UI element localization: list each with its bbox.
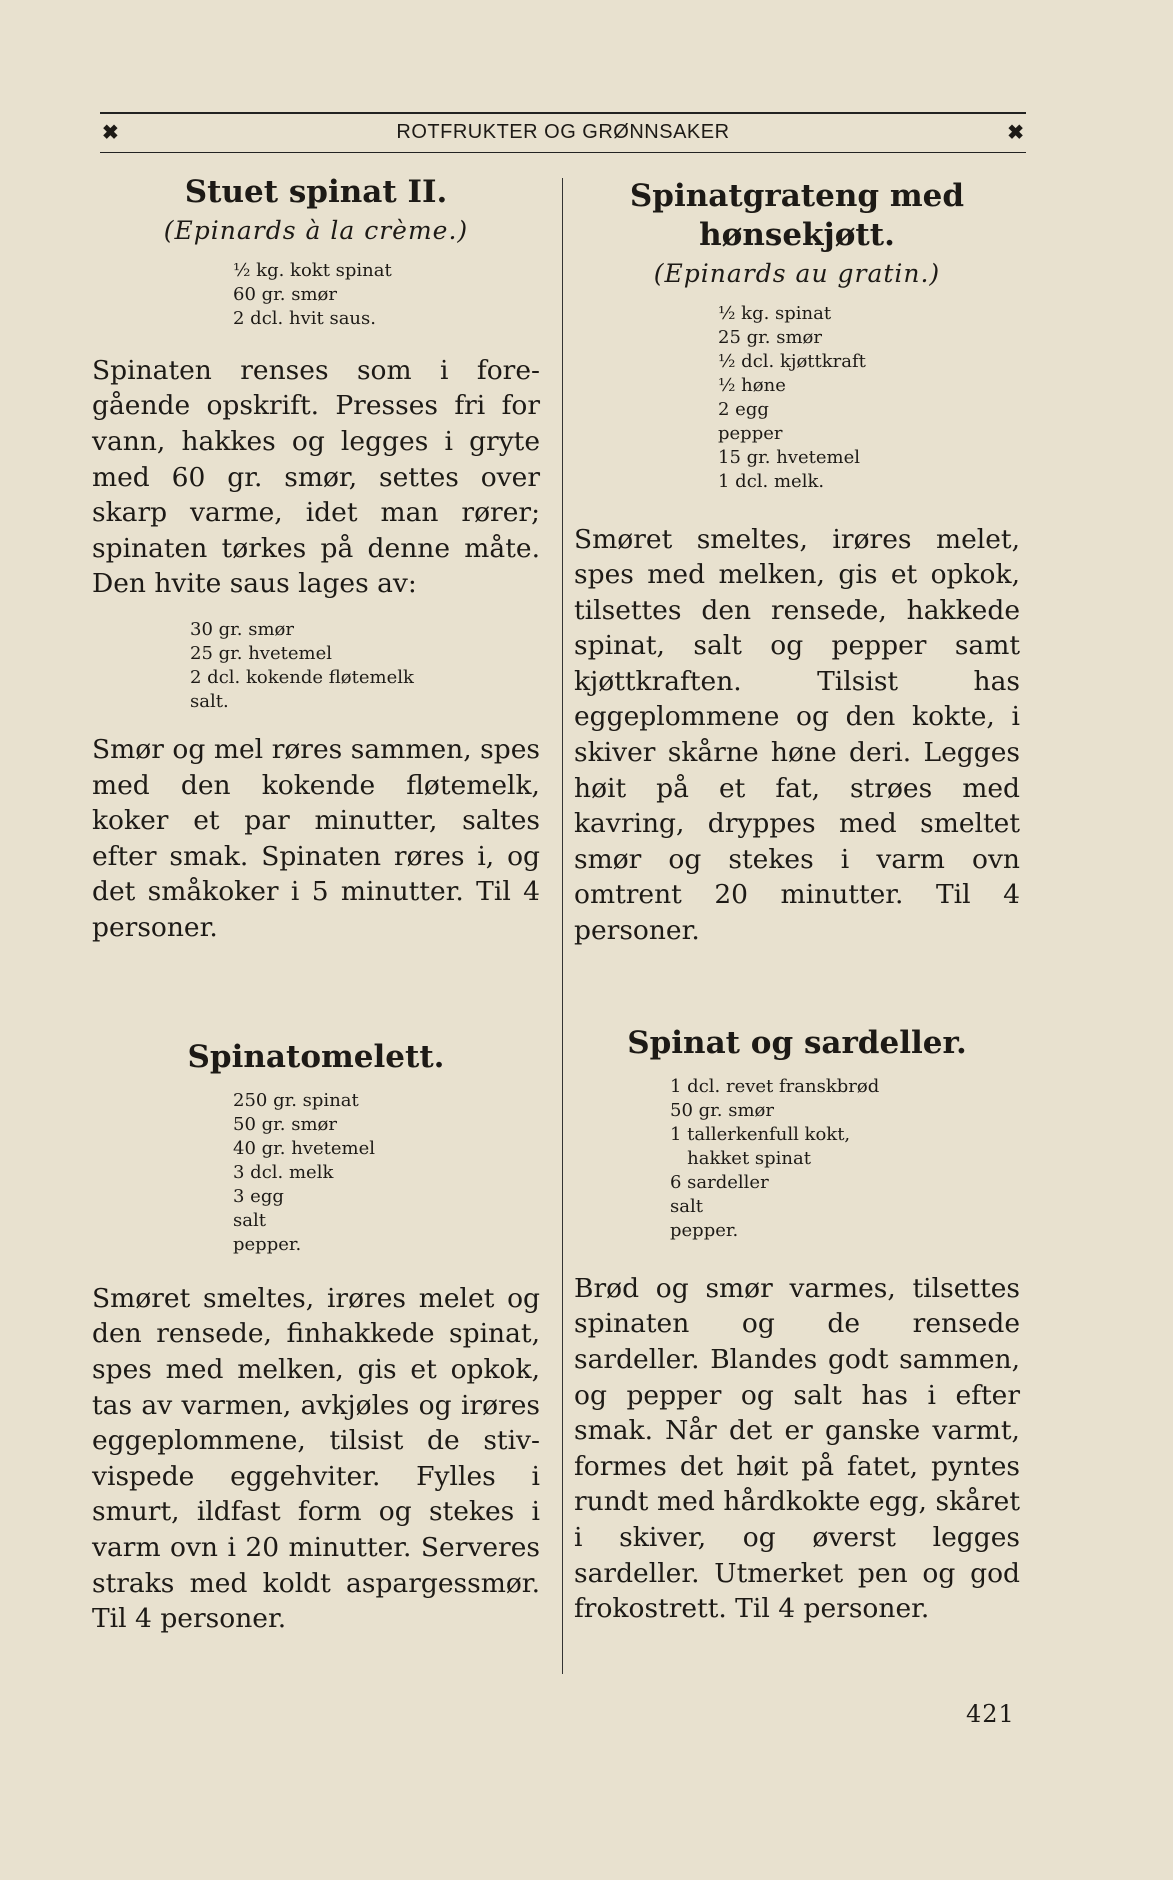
ingredient-item: 60 gr. smør (233, 283, 337, 305)
recipe-title-line: Spinatgrateng med (629, 178, 965, 214)
ingredient-item: ½ kg. kokt spinat (233, 259, 392, 281)
ingredient-item: 15 gr. hvetemel (718, 446, 860, 468)
ingredient-item: salt. (190, 690, 229, 712)
ingredient-item: pepper. (233, 1233, 302, 1255)
ingredient-item: 50 gr. smør (233, 1113, 337, 1135)
recipe-subtitle: (Epinards à la crème.) (163, 215, 469, 245)
ingredient-item: 40 gr. hvetemel (233, 1137, 375, 1159)
sauce-ingredient-list (190, 618, 540, 714)
ingredient-item: 2 dcl. hvit saus. (233, 307, 376, 329)
ingredient-item: 1 dcl. melk. (718, 470, 825, 492)
ingredient-item: 2 dcl. kokende fløtemelk (190, 666, 414, 688)
ingredient-list (233, 1089, 540, 1257)
ingredient-item: 1 tallerkenfull kokt, (670, 1123, 851, 1145)
ingredient-item: ½ dcl. kjøttkraft (718, 350, 866, 372)
recipe-method: Spinaten renses som i foregående opskrift. Presses fri for vann, hakkes og legges i gryte med 60 gr. smør, settes over skarp varme, idet man rører; spinaten tørkes på denne måte. Den hvite saus lages av: (92, 354, 540, 600)
ingredient-item: 2 egg (718, 398, 769, 420)
ingredient-item: 3 dcl. melk (233, 1161, 334, 1183)
page-number: 421 (966, 1700, 1015, 1728)
recipe-method: Smør og mel røres sammen, spes med den kokende fløtemelk, koker et par minutter, saltes efter smak. Spinaten røres i, og det småkoker i 5 minutter. Til 4 personer. (92, 733, 540, 943)
ingredient-item: 50 gr. smør (670, 1099, 774, 1121)
recipe-stuet-spinat (92, 173, 540, 945)
recipe-spinatgrateng (574, 177, 1020, 949)
ornament-left-icon: ✖ (102, 120, 119, 144)
recipe-spinatomelett (92, 1038, 540, 1637)
recipe-spinat-sardeller (574, 1024, 1020, 1627)
ingredient-item: hakket spinat (670, 1147, 811, 1169)
ingredient-item: salt (670, 1195, 703, 1217)
running-header-title: ROTFRUKTER OG GRØNNSAKER (396, 121, 730, 143)
ingredient-item: 3 egg (233, 1185, 284, 1207)
running-header (100, 112, 1026, 153)
ingredient-list (670, 1075, 1020, 1243)
ingredient-item: 1 dcl. revet franskbrød (670, 1075, 880, 1097)
recipe-title: Spinatomelett. (187, 1039, 445, 1075)
column-divider (562, 178, 563, 1674)
recipe-title (574, 177, 1020, 255)
ingredient-item: salt (233, 1209, 266, 1231)
ingredient-item: ½ kg. spinat (718, 302, 832, 324)
ingredient-item: 30 gr. smør (190, 618, 294, 640)
ingredient-item: 250 gr. spinat (233, 1089, 359, 1111)
ingredient-item: 6 sardeller (670, 1171, 769, 1193)
recipe-title: Stuet spinat II. (184, 174, 448, 210)
recipe-method: Brød og smør varmes, tilsettes spinaten og de rensede sardeller. Blandes godt sammen, og pepper og salt has i efter smak. Når det er ganske varmt, formes det høit på fatet, pyntes rundt med hårdkokte egg, skåret i skiver, og øverst legges sardeller. Utmerket pen og god frokostrett. Til 4 personer. (574, 1272, 1020, 1625)
recipe-title-line: hønsekjøtt. (699, 216, 895, 253)
ingredient-list (718, 302, 1020, 494)
recipe-title: Spinat og sardeller. (627, 1025, 967, 1061)
recipe-method: Smøret smeltes, irøres melet og den rensede, finhakkede spinat, spes med melken, gis et opkok, tas av varmen, avkjøles og irøres eggeplommene, tilsist de stivvispede eggehviter. Fylles i smurt, ildfast form og stekes i varm ovn i 20 minutter. Serveres straks med koldt aspargessmør. Til 4 personer. (92, 1282, 540, 1635)
ornament-right-icon: ✖ (1007, 120, 1024, 144)
ingredient-item: 25 gr. hvetemel (190, 642, 332, 664)
ingredient-item: 25 gr. smør (718, 326, 822, 348)
ingredient-item: pepper (718, 422, 783, 444)
recipe-method: Smøret smeltes, irøres melet, spes med melken, gis et opkok, tilsettes den rensede, hakkede spinat, salt og pepper samt kjøttkraften. Tilsist has eggeplommene og den kokte, i skiver skårne høne deri. Legges høit på et fat, strøes med kavring, dryppes med smeltet smør og stekes i varm ovn omtrent 20 minutter. Til 4 personer. (574, 523, 1020, 947)
ingredient-list (233, 259, 540, 331)
ingredient-item: pepper. (670, 1219, 739, 1241)
recipe-subtitle: (Epinards au gratin.) (653, 258, 941, 288)
ingredient-item: ½ høne (718, 374, 786, 396)
